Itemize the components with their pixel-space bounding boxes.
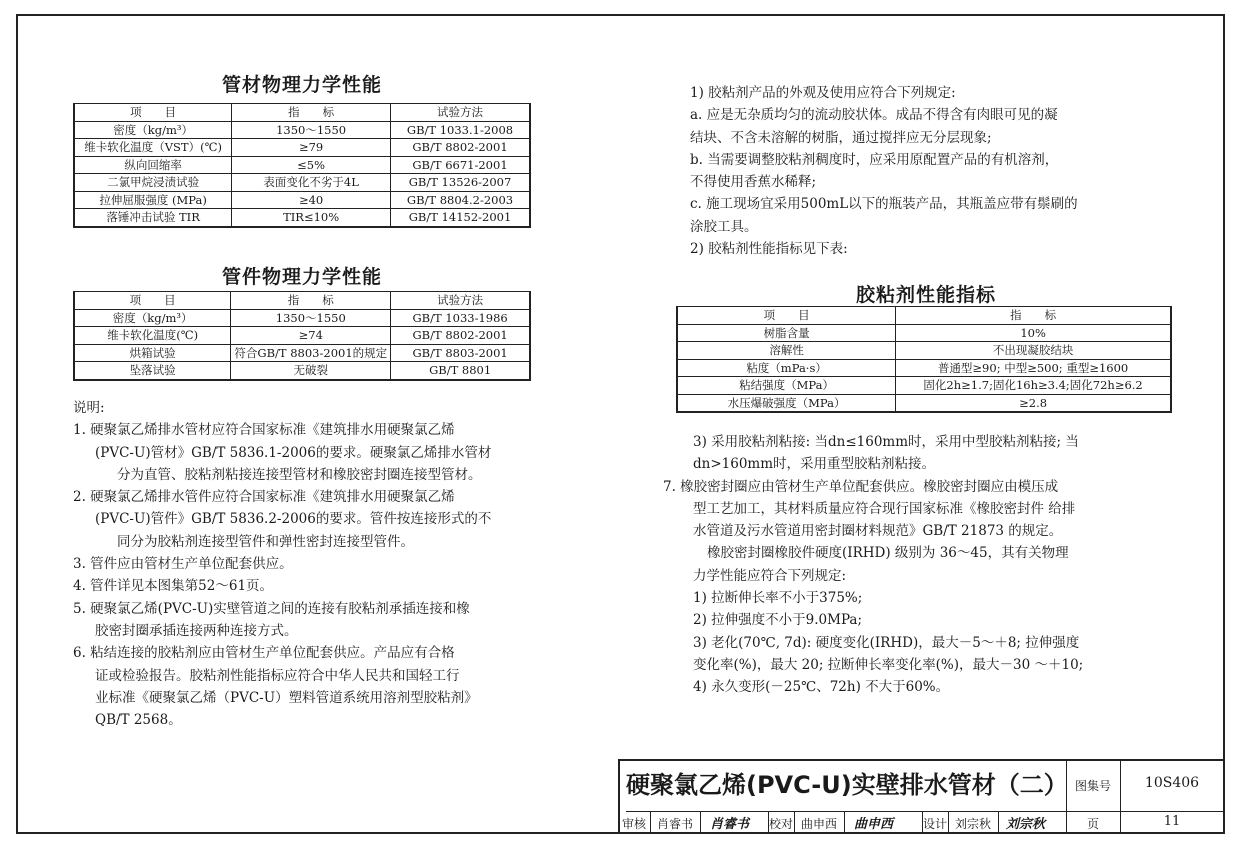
table-header-cell: 试验方法 bbox=[391, 104, 530, 122]
note-line: 涂胶工具。 bbox=[690, 218, 758, 235]
table-header-cell: 试验方法 bbox=[391, 292, 530, 310]
table-cell: GB/T 14152-2001 bbox=[391, 209, 530, 227]
review-label: 审核 bbox=[621, 817, 646, 831]
fitting-table-title: 管件物理力学性能 bbox=[221, 266, 382, 288]
atlas-number: 10S406 bbox=[1144, 775, 1200, 791]
table-cell: 密度（kg/m³） bbox=[74, 309, 231, 327]
fitting-properties-table bbox=[73, 291, 531, 381]
pipe-table-title: 管材物理力学性能 bbox=[221, 74, 382, 96]
note-line: (PVC-U)管件》GB/T 5836.2-2006的要求。管件按连接形式的不 bbox=[95, 511, 492, 528]
review-signature: 肖睿书 bbox=[710, 817, 750, 832]
note-line: 分为直管、胶粘剂粘接连接型管材和橡胶密封圈连接型管材。 bbox=[117, 466, 482, 483]
note-line: 3) 采用胶粘剂粘接: 当dn≤160mm时，采用中型胶粘剂粘接; 当 bbox=[693, 434, 1079, 450]
table-header-cell: 指 标 bbox=[896, 307, 1171, 325]
table-row bbox=[74, 327, 530, 345]
table-row bbox=[74, 139, 530, 157]
table-row bbox=[74, 362, 530, 380]
note-line: 7. 橡胶密封圈应由管材生产单位配套供应。橡胶密封圈应由模压成 bbox=[663, 478, 1059, 495]
notes-left bbox=[73, 397, 593, 731]
note-line: 6. 粘结连接的胶粘剂应由管材生产单位配套供应。产品应有合格 bbox=[73, 645, 455, 662]
table-cell: 表面变化不劣于4L bbox=[232, 174, 391, 192]
table-cell: 树脂含量 bbox=[677, 324, 896, 342]
note-line: 胶密封圈承插连接两种连接方式。 bbox=[95, 622, 298, 639]
note-line: 1) 胶粘剂产品的外观及使用应符合下列规定: bbox=[690, 85, 956, 101]
note-line: 说明: bbox=[73, 400, 105, 416]
table-header-cell: 项 目 bbox=[74, 104, 232, 122]
table-row bbox=[74, 344, 530, 362]
note-line: 3. 管件应由管材生产单位配套供应。 bbox=[73, 556, 293, 573]
table-cell: GB/T 1033-1986 bbox=[391, 309, 530, 327]
table-cell: GB/T 8802-2001 bbox=[391, 327, 530, 345]
note-line: 不得使用香蕉水稀释; bbox=[690, 174, 817, 191]
note-line: 业标准《硬聚氯乙烯（PVC-U）塑料管道系统用溶剂型胶粘剂》 bbox=[95, 689, 478, 706]
table-cell: 烘箱试验 bbox=[74, 344, 231, 362]
table-cell: 溶解性 bbox=[677, 342, 896, 360]
table-cell: 普通型≥90; 中型≥500; 重型≥1600 bbox=[896, 359, 1171, 377]
table-cell: 坠落试验 bbox=[74, 362, 231, 380]
table-cell: ≥40 bbox=[232, 191, 391, 209]
note-line: 水管道及污水管道用密封圈材料规范》GB/T 21873 的规定。 bbox=[693, 523, 1063, 540]
note-line: 证或检验报告。胶粘剂性能指标应符合中华人民共和国轻工行 bbox=[95, 667, 460, 684]
table-cell: 二氯甲烷浸渍试验 bbox=[74, 174, 232, 192]
note-line: (PVC-U)管材》GB/T 5836.1-2006的要求。硬聚氯乙烯排水管材 bbox=[95, 444, 492, 461]
check-signature: 曲申西 bbox=[854, 817, 894, 832]
table-cell: ≥79 bbox=[232, 139, 391, 157]
note-line: 2) 胶粘剂性能指标见下表: bbox=[690, 241, 848, 258]
table-cell: 10% bbox=[896, 324, 1171, 342]
note-line: 4) 永久变形(－25℃、72h) 不大于60%。 bbox=[693, 679, 950, 696]
note-line: 结块、不含未溶解的树脂，通过搅拌应无分层现象; bbox=[690, 129, 992, 146]
note-line: 2) 拉伸强度不小于9.0MPa; bbox=[693, 612, 863, 629]
table-header-row bbox=[74, 104, 530, 122]
table-row bbox=[677, 324, 1171, 342]
note-line: 变化率(%)，最大 20; 拉断伸长率变化率(%)，最大－30 ～＋10; bbox=[693, 656, 1084, 673]
table-cell: 1350～1550 bbox=[232, 121, 391, 139]
note-line: 同分为胶粘剂连接型管件和弹性密封连接型管件。 bbox=[117, 533, 414, 550]
table-cell: GB/T 1033.1-2008 bbox=[391, 121, 530, 139]
table-header-row bbox=[677, 307, 1171, 325]
table-cell: 粘结强度（MPa） bbox=[677, 377, 896, 395]
table-cell: 固化2h≥1.7;固化16h≥3.4;固化72h≥6.2 bbox=[896, 377, 1171, 395]
note-line: 4. 管件详见本图集第52～61页。 bbox=[73, 578, 274, 595]
table-cell: 密度（kg/m³） bbox=[74, 121, 232, 139]
table-cell: 拉伸屈服强度 (MPa) bbox=[74, 191, 232, 209]
review-name: 肖睿书 bbox=[656, 817, 693, 831]
adhesive-table-title: 胶粘剂性能指标 bbox=[855, 284, 996, 306]
table-cell: GB/T 8803-2001 bbox=[391, 344, 530, 362]
note-line: 2. 硬聚氯乙烯排水管件应符合国家标准《建筑排水用硬聚氯乙烯 bbox=[73, 489, 455, 506]
check-label: 校对 bbox=[768, 817, 793, 831]
table-row bbox=[74, 309, 530, 327]
table-row bbox=[677, 377, 1171, 395]
note-line: a. 应是无杂质均匀的流动胶状体。成品不得含有肉眼可见的凝 bbox=[690, 107, 1058, 124]
table-cell: 粘度（mPa·s） bbox=[677, 359, 896, 377]
page-label: 页 bbox=[1086, 817, 1099, 831]
design-signature: 刘宗秋 bbox=[1006, 817, 1046, 832]
table-header-cell: 指 标 bbox=[232, 104, 391, 122]
table-cell: ≥2.8 bbox=[896, 394, 1171, 412]
note-line: dn>160mm时，采用重型胶粘剂粘接。 bbox=[693, 456, 936, 473]
table-row bbox=[74, 191, 530, 209]
table-cell: 1350～1550 bbox=[231, 309, 391, 327]
atlas-label: 图集号 bbox=[1074, 779, 1111, 793]
pipe-properties-table bbox=[73, 103, 531, 228]
note-line: 3) 老化(70℃, 7d): 硬度变化(IRHD)，最大－5～＋8; 拉伸强度 bbox=[693, 634, 1080, 651]
note-line: 型工艺加工，其材料质量应符合现行国家标准《橡胶密封件 给排 bbox=[693, 500, 1076, 517]
table-cell: GB/T 6671-2001 bbox=[391, 156, 530, 174]
note-line: 力学性能应符合下列规定: bbox=[693, 567, 847, 584]
note-line: c. 施工现场宜采用500mL以下的瓶装产品，其瓶盖应带有鬃刷的 bbox=[690, 196, 1078, 213]
table-cell: GB/T 8804.2-2003 bbox=[391, 191, 530, 209]
table-cell: 无破裂 bbox=[231, 362, 391, 380]
table-row bbox=[74, 121, 530, 139]
table-row bbox=[677, 394, 1171, 412]
table-cell: 落锤冲击试验 TIR bbox=[74, 209, 232, 227]
table-cell: GB/T 13526-2007 bbox=[391, 174, 530, 192]
table-header-cell: 项 目 bbox=[677, 307, 896, 325]
table-cell: ≥74 bbox=[231, 327, 391, 345]
note-line: QB/T 2568。 bbox=[95, 712, 182, 729]
table-header-row bbox=[74, 292, 530, 310]
table-cell: 维卡软化温度(℃) bbox=[74, 327, 231, 345]
design-label: 设计 bbox=[922, 817, 947, 831]
design-name: 刘宗秋 bbox=[954, 817, 991, 831]
title-block bbox=[621, 759, 1224, 833]
table-row bbox=[74, 174, 530, 192]
adhesive-properties-table bbox=[676, 306, 1172, 413]
check-name: 曲申西 bbox=[800, 817, 837, 831]
table-cell: 不出现凝胶结块 bbox=[896, 342, 1171, 360]
note-line: 橡胶密封圈橡胶件硬度(IRHD) 级别为 36～45，其有关物理 bbox=[707, 545, 1069, 562]
drawing-title: 硬聚氯乙烯(PVC-U)实壁排水管材（二） bbox=[626, 759, 1067, 811]
table-row bbox=[677, 359, 1171, 377]
table-cell: GB/T 8801 bbox=[391, 362, 530, 380]
table-row bbox=[74, 209, 530, 227]
table-row bbox=[74, 156, 530, 174]
table-cell: 纵向回缩率 bbox=[74, 156, 232, 174]
note-line: b. 当需要调整胶粘剂稠度时，应采用原配置产品的有机溶剂， bbox=[690, 151, 1059, 168]
note-line: 1. 硬聚氯乙烯排水管材应符合国家标准《建筑排水用硬聚氯乙烯 bbox=[73, 422, 455, 439]
table-cell: ≤5% bbox=[232, 156, 391, 174]
table-cell: 符合GB/T 8803-2001的规定 bbox=[231, 344, 391, 362]
table-header-cell: 项 目 bbox=[74, 292, 231, 310]
table-cell: TIR≤10% bbox=[232, 209, 391, 227]
notes-right-bottom bbox=[663, 431, 1193, 699]
note-line: 5. 硬聚氯乙烯(PVC-U)实壁管道之间的连接有胶粘剂承插连接和橡 bbox=[73, 600, 470, 617]
table-row bbox=[677, 342, 1171, 360]
notes-right-top bbox=[690, 82, 1190, 260]
table-cell: GB/T 8802-2001 bbox=[391, 139, 530, 157]
page-number: 11 bbox=[1163, 814, 1181, 829]
table-cell: 维卡软化温度（VST）(℃) bbox=[74, 139, 232, 157]
table-cell: 水压爆破强度（MPa） bbox=[677, 394, 896, 412]
note-line: 1) 拉断伸长率不小于375%; bbox=[693, 590, 863, 607]
table-header-cell: 指 标 bbox=[231, 292, 391, 310]
